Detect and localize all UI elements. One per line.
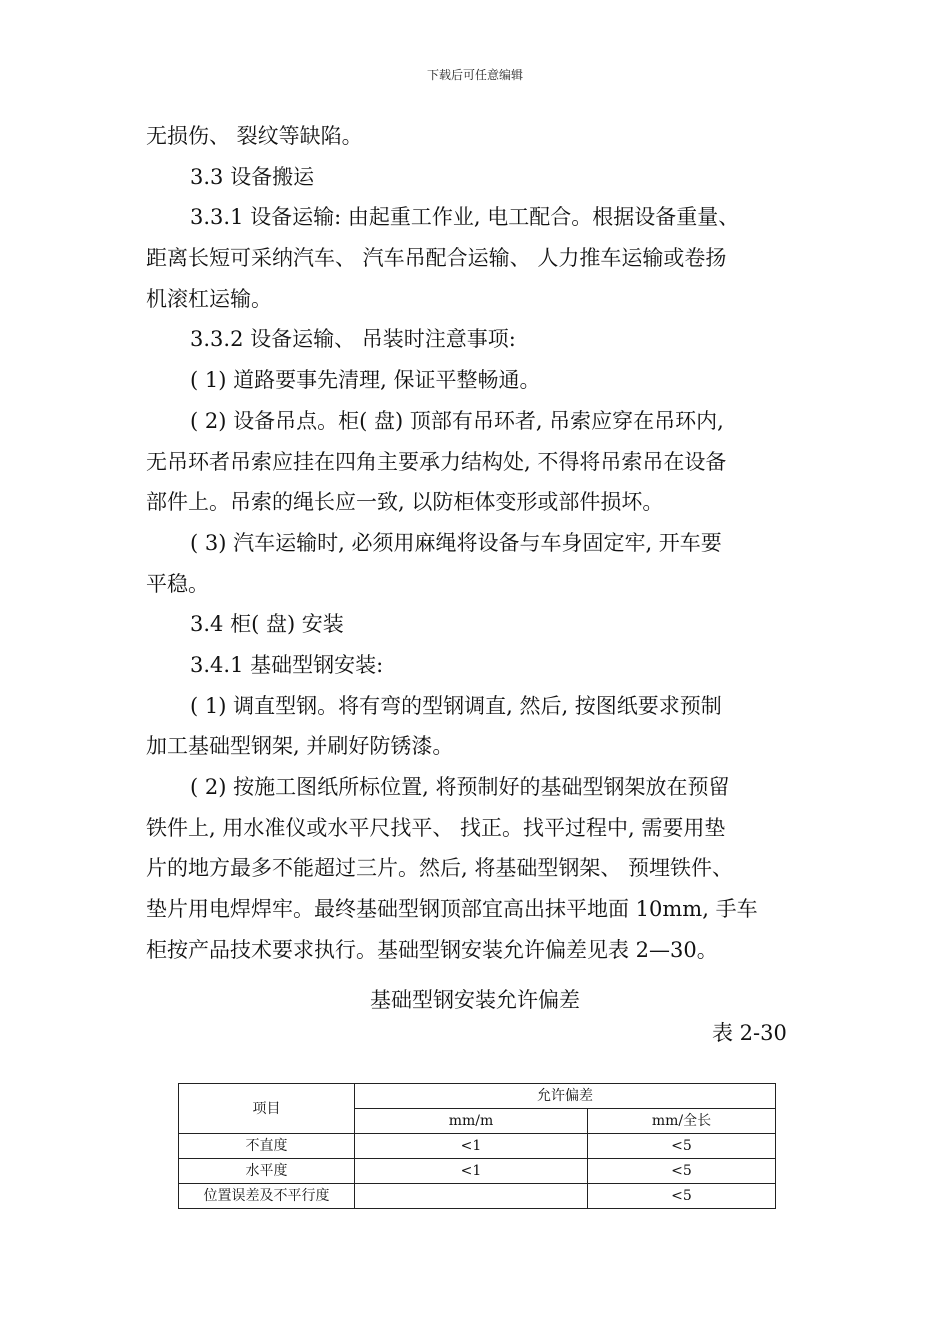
text-line: 3.3 设备搬运	[190, 164, 315, 189]
text-line: 3.4 柜( 盘) 安装	[190, 612, 344, 637]
text-line: 平稳。	[146, 571, 209, 596]
text-line: 无损伤、 裂纹等缺陷。	[146, 124, 363, 148]
text-line: 无吊环者吊索应挂在四角主要承力结构处, 不得将吊索吊在设备	[146, 449, 727, 474]
text-line: ( 2) 按施工图纸所标位置, 将预制好的基础型钢架放在预留	[190, 775, 730, 799]
text-line: 3.3.1 设备运输: 由起重工作业, 电工配合。根据设备重量、	[190, 205, 740, 230]
text-line: 垫片用电焊焊牢。最终基础型钢顶部宜高出抹平地面 10mm, 手车	[146, 897, 758, 922]
table-row	[179, 1159, 776, 1184]
row-item: 位置误差及不平行度	[179, 1184, 355, 1209]
header-item: 项目	[179, 1084, 355, 1134]
text-line: 片的地方最多不能超过三片。然后, 将基础型钢架、 预埋铁件、	[146, 856, 734, 881]
text-line: 3.3.2 设备运输、 吊装时注意事项:	[190, 327, 516, 352]
text-line: 铁件上, 用水准仪或水平尺找平、 找正。找平过程中, 需要用垫	[146, 815, 726, 840]
row-per-m: <1	[355, 1159, 588, 1184]
subheader-per-m: mm/m	[355, 1109, 588, 1134]
page-header: 下载后可任意编辑	[426, 68, 523, 82]
table-number: 表 2-30	[712, 1021, 787, 1045]
row-full: <5	[588, 1159, 776, 1184]
deviation-table	[178, 1083, 776, 1209]
row-item: 水平度	[179, 1159, 355, 1184]
text-line: ( 2) 设备吊点。柜( 盘) 顶部有吊环者, 吊索应穿在吊环内,	[190, 408, 724, 433]
table-row	[179, 1134, 776, 1159]
text-line: 部件上。吊索的绳长应一致, 以防柜体变形或部件损坏。	[146, 490, 664, 515]
row-full: <5	[588, 1134, 776, 1159]
text-line: 3.4.1 基础型钢安装:	[190, 652, 384, 677]
row-item: 不直度	[179, 1134, 355, 1159]
subheader-full-length: mm/全长	[588, 1109, 776, 1134]
header-group: 允许偏差	[355, 1084, 776, 1109]
text-line: 机滚杠运输。	[146, 286, 272, 311]
text-line: 距离长短可采纳汽车、 汽车吊配合运输、 人力推车运输或卷扬	[146, 246, 727, 271]
row-full: <5	[588, 1184, 776, 1209]
body-text	[146, 116, 826, 970]
text-line: ( 1) 调直型钢。将有弯的型钢调直, 然后, 按图纸要求预制	[190, 693, 722, 718]
table-row	[179, 1184, 776, 1209]
text-line: ( 1) 道路要事先清理, 保证平整畅通。	[190, 368, 541, 393]
text-line: 柜按产品技术要求执行。基础型钢安装允许偏差见表 2—30。	[146, 937, 718, 962]
text-line: ( 3) 汽车运输时, 必须用麻绳将设备与车身固定牢, 开车要	[190, 530, 722, 555]
row-per-m: <1	[355, 1134, 588, 1159]
row-per-m	[355, 1184, 588, 1209]
text-line: 加工基础型钢架, 并刷好防锈漆。	[146, 734, 454, 759]
table-title: 基础型钢安装允许偏差	[370, 988, 580, 1012]
